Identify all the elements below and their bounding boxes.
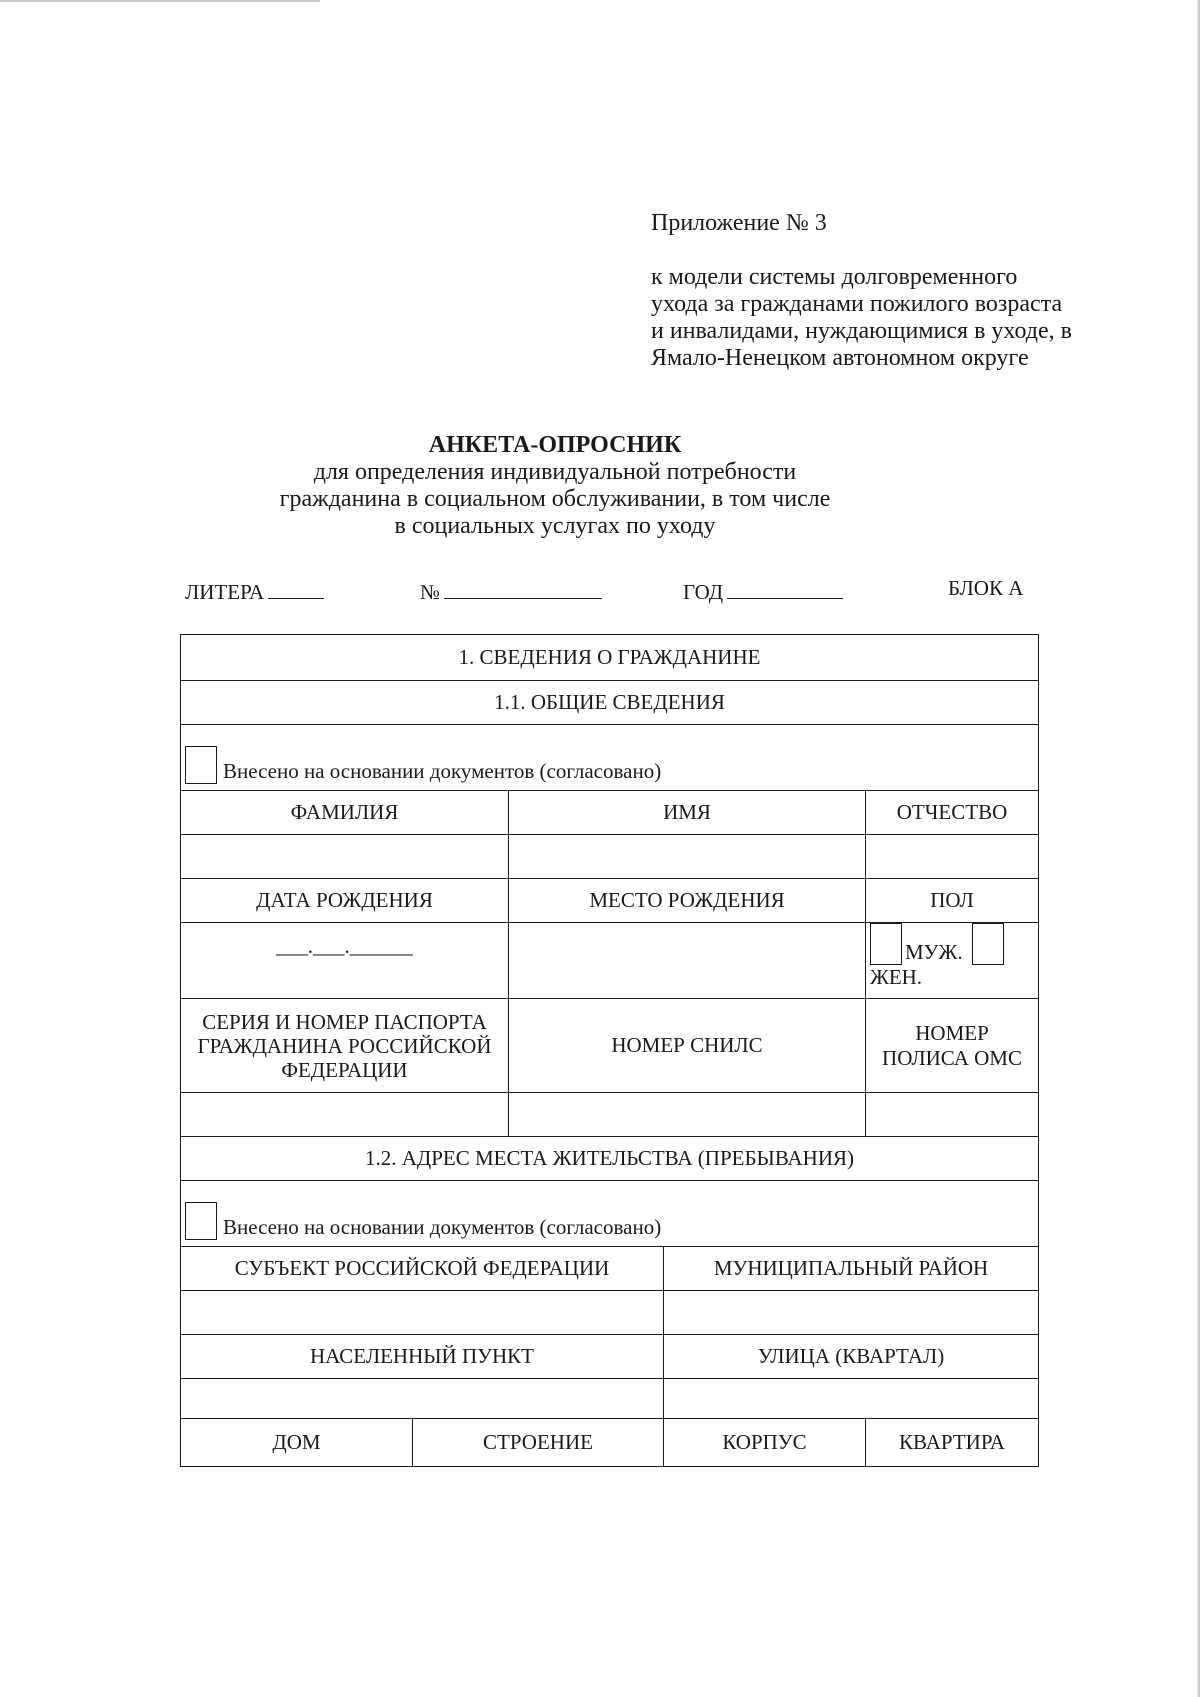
passport-label: СЕРИЯ И НОМЕР ПАСПОРТА ГРАЖДАНИНА РОССИЙСКОЙ ФЕДЕРАЦИИ [181,999,509,1093]
male-label: МУЖ. [905,940,963,964]
year-label: ГОД [683,580,724,604]
form-title-main: АНКЕТА-ОПРОСНИК [428,432,682,458]
table-row [181,835,1039,879]
district-label: МУНИЦИПАЛЬНЫЙ РАЙОН [664,1247,1039,1291]
form-title [200,432,910,540]
table-row [181,791,1039,835]
confirm-cell [181,725,1039,791]
birth-date-label: ДАТА РОЖДЕНИЯ [181,879,509,923]
building-label: СТРОЕНИЕ [413,1419,664,1467]
litera-label: ЛИТЕРА [185,580,265,604]
oms-label: НОМЕР ПОЛИСА ОМС [866,999,1039,1093]
patronymic-label: ОТЧЕСТВО [866,791,1039,835]
name-input[interactable] [509,835,866,879]
form-subtitle-line: гражданина в социальном обслуживании, в том числе [279,486,831,512]
table-row [181,999,1039,1093]
appendix-header [651,210,1121,372]
subject-input[interactable] [181,1291,664,1335]
birth-date-input[interactable] [181,923,509,999]
birth-place-input[interactable] [509,923,866,999]
table-row [181,1247,1039,1291]
appendix-line: и инвалидами, нуждающимися в уходе, в [651,318,1072,344]
appendix-line: к модели системы долговременного [651,264,1018,290]
year-field [683,578,843,605]
section-1-1-heading: 1.1. ОБЩИЕ СВЕДЕНИЯ [181,681,1039,725]
patronymic-input[interactable] [866,835,1039,879]
surname-input[interactable] [181,835,509,879]
litera-blank[interactable] [268,578,324,599]
birth-place-label: МЕСТО РОЖДЕНИЯ [509,879,866,923]
table-row [181,923,1039,999]
snils-input[interactable] [509,1093,866,1137]
name-label: ИМЯ [509,791,866,835]
section-1-heading: 1. СВЕДЕНИЯ О ГРАЖДАНИНЕ [181,635,1039,681]
block-label: БЛОК А [948,576,1024,600]
apartment-label: КВАРТИРА [866,1419,1039,1467]
table-row [181,1335,1039,1379]
confirm-checkbox[interactable] [185,746,217,784]
appendix-line: Ямало-Ненецком автономном округе [651,345,1029,371]
form-subtitle-line: для определения индивидуальной потребности [313,459,797,485]
street-label: УЛИЦА (КВАРТАЛ) [664,1335,1039,1379]
subject-label: СУБЪЕКТ РОССИЙСКОЙ ФЕДЕРАЦИИ [181,1247,664,1291]
confirm-label: Внесено на основании документов (согласовано) [223,759,662,783]
house-label: ДОМ [181,1419,413,1467]
form-subtitle-line: в социальных услугах по уходу [394,513,716,539]
surname-label: ФАМИЛИЯ [181,791,509,835]
confirm-cell-2 [181,1181,1039,1247]
sex-options [866,923,1039,999]
female-checkbox[interactable] [972,923,1004,965]
sex-label: ПОЛ [866,879,1039,923]
litera-field [185,578,324,605]
female-label: ЖЕН. [870,965,923,989]
district-input[interactable] [664,1291,1039,1335]
appendix-number: Приложение № 3 [651,210,827,236]
year-blank[interactable] [727,578,843,599]
table-row [181,1137,1039,1181]
confirm-checkbox-2[interactable] [185,1202,217,1240]
table-row [181,681,1039,725]
corpus-label: КОРПУС [664,1419,866,1467]
settlement-input[interactable] [181,1379,664,1419]
section-1-2-heading: 1.2. АДРЕС МЕСТА ЖИТЕЛЬСТВА (ПРЕБЫВАНИЯ) [181,1137,1039,1181]
oms-input[interactable] [866,1093,1039,1137]
table-row [181,725,1039,791]
table-row [181,635,1039,681]
date-placeholder: ___.___.______ [276,934,413,958]
scan-edge-top [0,0,320,2]
appendix-line: ухода за гражданами пожилого возраста [651,291,1063,317]
snils-label: НОМЕР СНИЛС [509,999,866,1093]
confirm-label-2: Внесено на основании документов (согласовано) [223,1215,662,1239]
number-blank[interactable] [444,578,602,599]
street-input[interactable] [664,1379,1039,1419]
number-label: № [420,580,441,604]
passport-input[interactable] [181,1093,509,1137]
settlement-label: НАСЕЛЕННЫЙ ПУНКТ [181,1335,664,1379]
table-row [181,1379,1039,1419]
table-row [181,1181,1039,1247]
table-row [181,1291,1039,1335]
table-row [181,879,1039,923]
male-checkbox[interactable] [870,923,902,965]
citizen-info-table [180,634,1039,1467]
number-field [420,578,602,605]
table-row [181,1419,1039,1467]
table-row [181,1093,1039,1137]
